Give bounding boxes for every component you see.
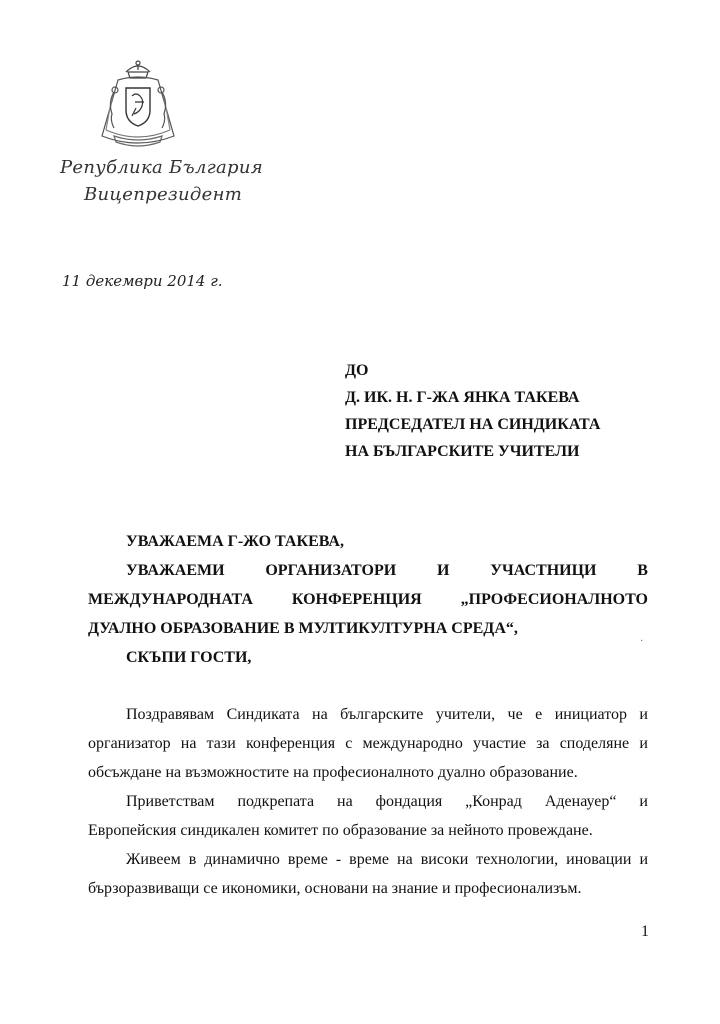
word: Поздравявам xyxy=(126,706,215,723)
word: „Конрад xyxy=(465,793,522,810)
letterhead-country: Република България xyxy=(60,157,263,178)
word: участие xyxy=(473,735,526,752)
word: КОНФЕРЕНЦИЯ xyxy=(291,591,422,608)
word: учители, xyxy=(435,706,496,723)
word: подкрепата xyxy=(237,793,315,810)
word: в xyxy=(188,851,197,868)
paragraph-line: Европейския синдикален комитет по образование за нейното провеждане. xyxy=(88,822,593,839)
stray-mark: · xyxy=(640,636,644,647)
word: Приветствам xyxy=(126,793,215,810)
word: и xyxy=(639,706,648,723)
letterhead-office: Вицепрезидент xyxy=(84,184,243,205)
word: иновации xyxy=(566,851,632,868)
salutation-line xyxy=(88,591,648,620)
word: на xyxy=(312,706,328,723)
word: тази xyxy=(206,735,236,752)
addressee-line: ДО xyxy=(345,362,369,379)
word: Синдиката xyxy=(226,706,300,723)
word: УВАЖАЕМИ xyxy=(126,562,225,579)
word: и xyxy=(639,851,648,868)
word: че xyxy=(507,706,523,723)
word: международно xyxy=(362,735,463,752)
word: инициатор xyxy=(554,706,627,723)
word: споделяне xyxy=(559,735,630,752)
word: за xyxy=(536,735,550,752)
word: УЧАСТНИЦИ xyxy=(490,562,597,579)
word: динамично xyxy=(204,851,280,868)
salutation-line: ДУАЛНО ОБРАЗОВАНИЕ В МУЛТИКУЛТУРНА СРЕДА“, xyxy=(88,620,518,637)
addressee-line: Д. ИК. Н. Г-ЖА ЯНКА ТАКЕВА xyxy=(345,389,580,406)
word: МЕЖДУНАРОДНАТА xyxy=(88,591,253,608)
addressee-line: НА БЪЛГАРСКИТЕ УЧИТЕЛИ xyxy=(345,443,580,460)
word: организатор xyxy=(88,735,171,752)
letterhead xyxy=(60,157,263,205)
paragraph-line xyxy=(126,793,648,822)
word: на xyxy=(180,735,197,752)
word: време xyxy=(287,851,328,868)
addressee-block xyxy=(345,357,600,465)
letter-body xyxy=(88,706,648,909)
word: и xyxy=(639,793,648,810)
word: - xyxy=(335,851,342,868)
word: българските xyxy=(340,706,424,723)
word: с xyxy=(345,735,353,752)
paragraph-line: бързоразвиващи се икономики, основани на знание и професионализъм. xyxy=(88,880,582,897)
word: и xyxy=(639,735,648,752)
word: високи xyxy=(420,851,469,868)
word: време xyxy=(349,851,390,868)
word: технологии, xyxy=(476,851,559,868)
paragraph-line xyxy=(88,735,648,764)
word: В xyxy=(637,562,648,579)
letter-date: 11 декември 2014 г. xyxy=(62,272,223,290)
salutation-block xyxy=(88,533,648,678)
word: на xyxy=(397,851,413,868)
paragraph-line: обсъждане на възможностите на професионалното дуално образование. xyxy=(88,764,578,781)
word: „ПРОФЕСИОНАЛНОТО xyxy=(460,591,648,608)
paragraph-line xyxy=(126,851,648,880)
coat-of-arms-emblem xyxy=(88,58,188,154)
word: И xyxy=(436,562,450,579)
salutation-line xyxy=(126,562,648,591)
word: фондация xyxy=(375,793,443,810)
salutation-line: УВАЖАЕМА Г-ЖО ТАКЕВА, xyxy=(126,533,344,550)
addressee-line: ПРЕДСЕДАТЕЛ НА СИНДИКАТА xyxy=(345,416,601,433)
word: Аденауер“ xyxy=(544,793,617,810)
page-number: 1 xyxy=(641,923,649,940)
word: Живеем xyxy=(126,851,181,868)
paragraph-line xyxy=(126,706,648,735)
salutation-line: СКЪПИ ГОСТИ, xyxy=(126,649,252,666)
word: на xyxy=(337,793,353,810)
word: е xyxy=(535,706,543,723)
word: ОРГАНИЗАТОРИ xyxy=(265,562,397,579)
word: конференция xyxy=(245,735,336,752)
